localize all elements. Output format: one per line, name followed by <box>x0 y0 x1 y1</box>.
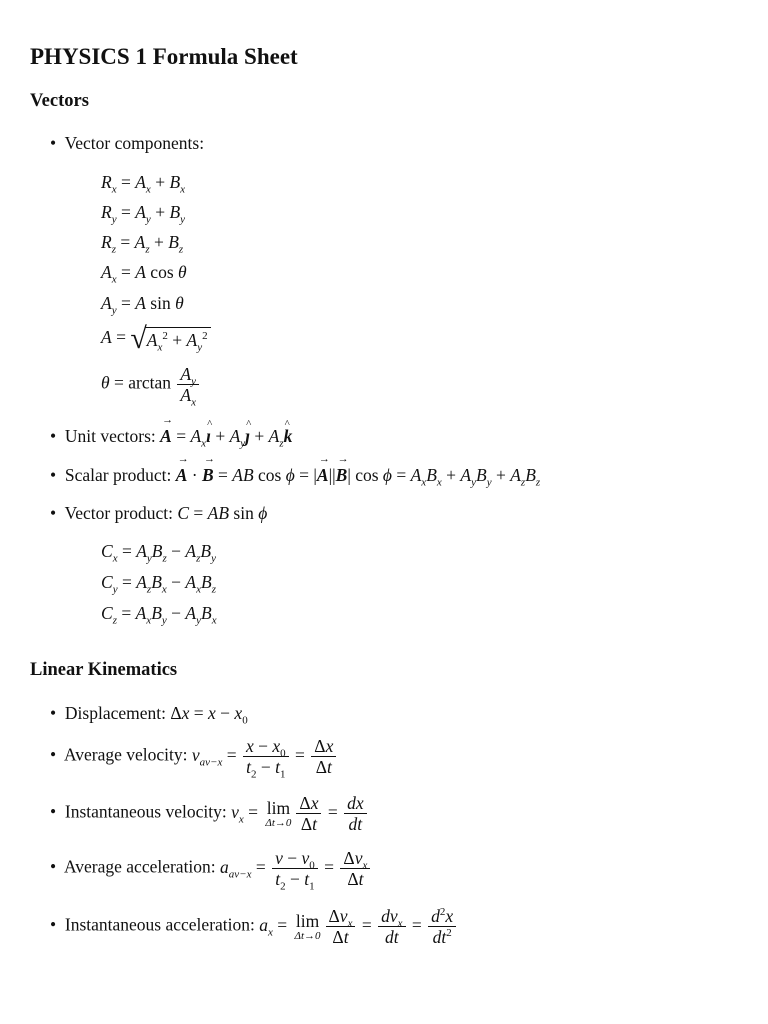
bullet-icon: • <box>50 503 57 523</box>
bullet-icon: • <box>50 801 57 822</box>
equation-displacement: $\Delta x = x - x_0$ <box>170 703 248 727</box>
bullet-icon: • <box>50 465 57 485</box>
list-item-scalar-product <box>50 465 541 489</box>
bullet-icon: • <box>50 856 57 877</box>
list-item-average-acceleration <box>50 848 372 893</box>
equation-ay: $A_y = A$ sin θ <box>101 293 184 317</box>
avg-accel-label: Average acceleration: <box>63 856 216 877</box>
list-item-instantaneous-acceleration <box>50 906 458 947</box>
equation-theta: θ = arctan $\frac{A_y}{A_x}$ <box>101 364 201 405</box>
equation-vector-product: C = AB sin ϕ <box>177 503 268 523</box>
equation-ax: $A_x = A$ cos θ <box>101 262 187 286</box>
bullet-icon: • <box>50 744 57 765</box>
list-item-displacement <box>50 703 248 727</box>
vector-components-label: Vector components: <box>64 133 205 153</box>
avg-velocity-label: Average velocity: <box>63 744 188 765</box>
displacement-label: Displacement: <box>64 703 166 723</box>
equation-instantaneous-velocity: $v_x = \lim$ Δt→0 $\frac{\Delta x}{\Delta t}$ = $\frac{dx}{dt}$ <box>231 802 369 822</box>
bullet-icon: • <box>50 914 57 935</box>
list-item-vector-components <box>50 133 204 154</box>
equation-cz: $C_z = A_xB_y - A_yB_x$ <box>101 603 217 627</box>
list-item-instantaneous-velocity <box>50 793 369 834</box>
inst-velocity-label: Instantaneous velocity: <box>64 801 227 822</box>
equation-ry: $R_y = A_y + B_y$ <box>101 202 186 226</box>
bullet-icon: • <box>50 426 57 446</box>
bullet-icon: • <box>50 703 57 723</box>
equation-cx: $C_x = A_yB_z - A_zB_y$ <box>101 541 216 565</box>
bullet-icon: • <box>50 133 57 153</box>
list-item-average-velocity <box>50 736 338 781</box>
list-item-unit-vectors <box>50 426 293 450</box>
unit-vectors-label: Unit vectors: <box>64 426 156 446</box>
equation-scalar-product: → A · → B = AB cos ϕ = |→ A||→ B| $\cos \phi = A_xB_x + A_yB_y + A_zB_z$ <box>176 465 541 485</box>
section-heading-kinematics: Linear Kinematics <box>30 660 178 680</box>
section-heading-vectors: Vectors <box>30 91 89 111</box>
inst-accel-label: Instantaneous acceleration: <box>64 914 255 935</box>
page-title: PHYSICS 1 Formula Sheet <box>30 44 298 69</box>
equation-cy: $C_y = A_zB_x - A_xB_z$ <box>101 572 216 596</box>
equation-magnitude: $A = √A_x^2 + A_y^2$ <box>101 322 211 356</box>
equation-rz: $R_z = A_z + B_z$ <box>101 232 184 256</box>
equation-average-acceleration: $a_{av-x}$ = $\frac{v - v_0}{t_2 - t_1}$ = $\frac{\Delta v_x}{\Delta t}$ <box>220 857 372 877</box>
equation-unit-vectors: → $A = A_x\^{}$ ı + $A_y\^{}$ ȷ + $A_z\^{}$ k <box>160 426 292 446</box>
equation-instantaneous-acceleration: $a_x = \lim$ Δt→0 $\frac{\Delta v_x}{\Delta t}$ = $\frac{dv_x}{dt}$ = $\frac{d^2x}{dt^2}$ <box>259 915 458 935</box>
vector-product-label: Vector product: <box>64 503 173 523</box>
scalar-product-label: Scalar product: <box>64 465 172 485</box>
list-item-vector-product <box>50 503 267 524</box>
equation-rx: $R_x = A_x + B_x$ <box>101 172 186 196</box>
equation-average-velocity: $v_{av-x}$ = $\frac{x - x_0}{t_2 - t_1}$ = $\frac{\Delta x}{\Delta t}$ <box>192 745 338 765</box>
